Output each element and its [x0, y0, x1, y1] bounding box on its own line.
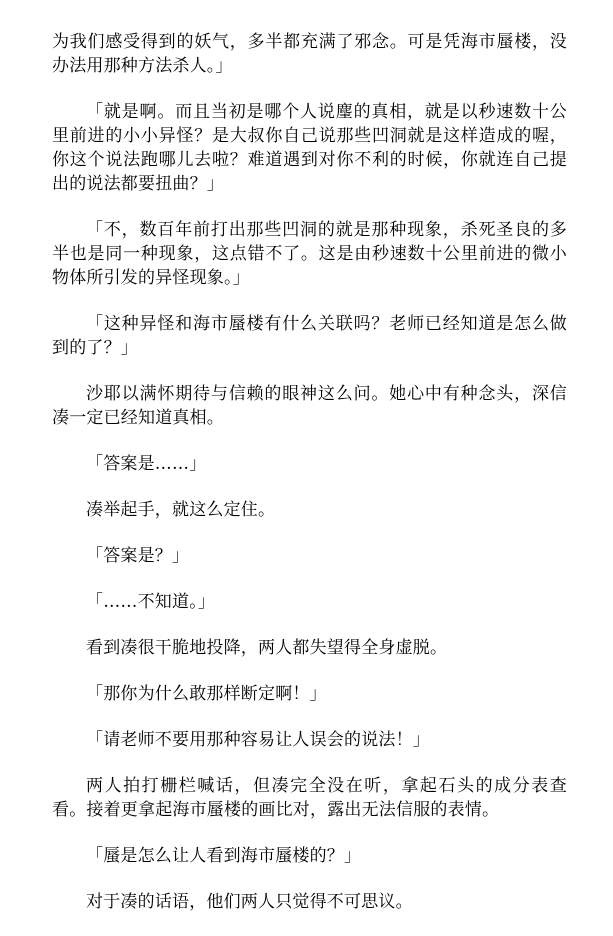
- paragraph-2: 「就是啊。而且当初是哪个人说麈的真相，就是以秒速数十公里前进的小小异怪？是大叔你自己说那些凹洞就是这样造成的喔，你这个说法跑哪儿去啦？难道遇到对你不利的时候，你就连自己提出的说法都要扭曲？」: [52, 102, 567, 194]
- paragraph-9: 「……不知道。」: [86, 592, 216, 612]
- paragraph-7: 凑举起手，就这么定住。: [86, 500, 276, 520]
- paragraph-8: 「答案是？」: [86, 546, 190, 566]
- paragraph-10: 看到凑很干脆地投降，两人都失望得全身虚脱。: [86, 638, 448, 658]
- paragraph-11: 「那你为什么敢那样断定啊！」: [86, 684, 327, 704]
- body-text: [52, 30, 567, 936]
- paragraph-3: 「不，数百年前打出那些凹洞的就是那种现象，杀死圣良的多半也是同一种现象，这点错不了。这是由秒速数十公里前进的微小物体所引发的异怪现象。」: [52, 220, 567, 288]
- paragraph-12: 「请老师不要用那种容易让人误会的说法！」: [86, 730, 430, 750]
- paragraph-13: 两人拍打栅栏喊话，但凑完全没在听，拿起石头的成分表查看。接着更拿起海市蜃楼的画比对，露出无法信服的表情。: [52, 776, 567, 820]
- paragraph-6: 「答案是……」: [86, 454, 207, 474]
- paragraph-14: 「蜃是怎么让人看到海市蜃楼的？」: [86, 846, 362, 866]
- paragraph-15: 对于凑的话语，他们两人只觉得不可思议。: [86, 892, 413, 912]
- paragraph-1: 为我们感受得到的妖气，多半都充满了邪念。可是凭海市蜃楼，没办法用那种方法杀人。」: [52, 32, 567, 76]
- paragraph-4: 「这种异怪和海市蜃楼有什么关联吗？老师已经知道是怎么做到的了？」: [52, 314, 567, 358]
- paragraph-5: 沙耶以满怀期待与信赖的眼神这么问。她心中有种念头，深信凑一定已经知道真相。: [52, 384, 567, 428]
